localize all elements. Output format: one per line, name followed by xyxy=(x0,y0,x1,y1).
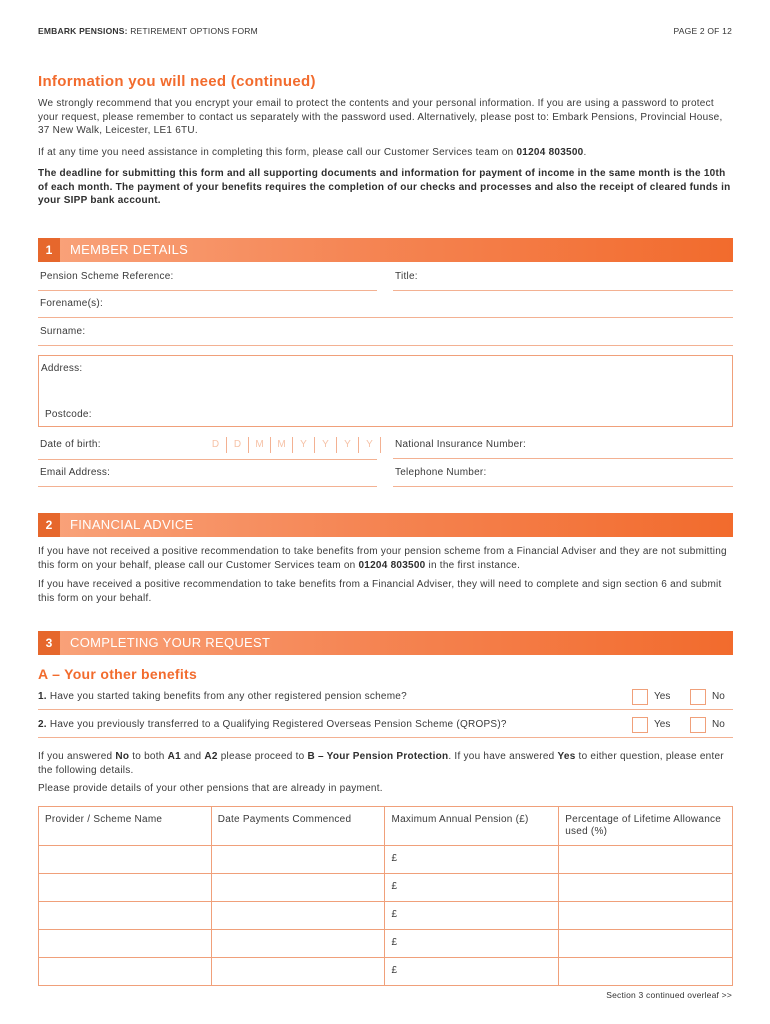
instr-no: No xyxy=(115,751,130,762)
table-row xyxy=(39,846,733,874)
brand-name: EMBARK PENSIONS: xyxy=(38,26,128,36)
percentage-cell[interactable] xyxy=(559,902,733,930)
pound-sign: £ xyxy=(391,909,398,920)
dob-month-box[interactable]: M xyxy=(271,437,293,453)
field-label: Telephone Number: xyxy=(395,467,487,478)
dob-day-box[interactable]: D xyxy=(205,437,227,453)
advice-text: If you have not received a positive recommendation to take benefits from your pension scheme from a Financial Adviser and they are not submitting this form on your behalf, please call our Customer Services team on xyxy=(38,546,727,571)
table-row xyxy=(39,874,733,902)
dob-year-box[interactable]: Y xyxy=(293,437,315,453)
assistance-text: If at any time you need assistance in completing this form, please call our Customer Services team on xyxy=(38,147,517,158)
dob-year-box[interactable]: Y xyxy=(337,437,359,453)
percentage-cell[interactable] xyxy=(559,930,733,958)
date-cell[interactable] xyxy=(211,874,385,902)
q1-yes-checkbox[interactable] xyxy=(632,689,648,705)
section-number: 3 xyxy=(38,631,60,655)
question-number: 2. xyxy=(38,719,47,730)
question-text: Have you previously transferred to a Qualifying Registered Overseas Pension Scheme (QROPS)? xyxy=(46,719,507,730)
instr-text: . If you have answered xyxy=(448,751,558,762)
pound-sign: £ xyxy=(391,937,398,948)
field-label: Title: xyxy=(395,271,418,282)
telephone-field[interactable] xyxy=(393,461,733,487)
section-1-header xyxy=(38,238,733,262)
page-number: PAGE 2 OF 12 xyxy=(673,26,732,36)
col-provider: Provider / Scheme Name xyxy=(39,807,212,846)
assistance-end: . xyxy=(583,147,587,158)
instr-a1: A1 xyxy=(167,751,181,762)
forenames-field[interactable] xyxy=(38,292,733,318)
instr-a2: A2 xyxy=(204,751,218,762)
section-number: 2 xyxy=(38,513,60,537)
instr-yes: Yes xyxy=(557,751,576,762)
form-name: RETIREMENT OPTIONS FORM xyxy=(130,26,258,36)
col-max-annual-pension: Maximum Annual Pension (£) xyxy=(385,807,559,846)
field-label: Pension Scheme Reference: xyxy=(40,271,174,282)
yes-label: Yes xyxy=(654,719,671,730)
intro-paragraph-encryption: We strongly recommend that you encrypt your email to protect the contents and your personal information. If you are using a password to protect your request, please remember to contact us separately with the password used. Alternatively, please post to: Embark Pensions, Provincial House, 37 New Walk, Leicester, LE1 6TU. xyxy=(38,98,723,136)
dob-boxes[interactable] xyxy=(205,437,381,453)
provider-cell[interactable] xyxy=(39,902,212,930)
section-title: COMPLETING YOUR REQUEST xyxy=(70,635,271,650)
dob-month-box[interactable]: M xyxy=(249,437,271,453)
provider-cell[interactable] xyxy=(39,874,212,902)
pension-cell[interactable] xyxy=(385,846,559,874)
date-cell[interactable] xyxy=(211,846,385,874)
pound-sign: £ xyxy=(391,965,398,976)
table-header-row xyxy=(39,807,733,846)
phone-number: 01204 803500 xyxy=(358,559,426,571)
dob-year-box[interactable]: Y xyxy=(359,437,381,453)
dob-underline xyxy=(38,459,377,460)
email-field[interactable] xyxy=(38,461,377,487)
page-header xyxy=(38,26,732,40)
yes-label: Yes xyxy=(654,691,671,702)
instr-text: If you answered xyxy=(38,751,116,762)
advice-end: in the first instance. xyxy=(425,559,521,571)
table-row xyxy=(39,902,733,930)
field-label: Forename(s): xyxy=(40,298,104,309)
question-a2 xyxy=(38,716,733,738)
q2-no-checkbox[interactable] xyxy=(690,717,706,733)
percentage-cell[interactable] xyxy=(559,958,733,986)
instr-text: to both xyxy=(129,751,168,762)
table-row xyxy=(39,930,733,958)
percentage-cell[interactable] xyxy=(559,874,733,902)
postcode-label: Postcode: xyxy=(45,409,92,420)
q2-yes-checkbox[interactable] xyxy=(632,717,648,733)
continued-overleaf: Section 3 continued overleaf >> xyxy=(606,990,732,1000)
intro-paragraph-assistance xyxy=(38,146,732,160)
address-label: Address: xyxy=(41,363,83,374)
section-3-header xyxy=(38,631,733,655)
field-label: National Insurance Number: xyxy=(395,439,527,450)
question-a1 xyxy=(38,688,733,710)
col-lifetime-allowance: Percentage of Lifetime Allowance used (%) xyxy=(559,807,733,846)
instr-section-b: B – Your Pension Protection xyxy=(307,751,449,762)
section-2-header xyxy=(38,513,733,537)
section-title: FINANCIAL ADVICE xyxy=(70,517,194,532)
date-cell[interactable] xyxy=(211,902,385,930)
pension-cell[interactable] xyxy=(385,930,559,958)
advice-paragraph-no-recommendation xyxy=(38,545,732,572)
dob-year-box[interactable]: Y xyxy=(315,437,337,453)
instr-text: to either question, please enter the following details. xyxy=(38,751,724,776)
dob-day-box[interactable]: D xyxy=(227,437,249,453)
pound-sign: £ xyxy=(391,881,398,892)
section-number: 1 xyxy=(38,238,60,262)
surname-field[interactable] xyxy=(38,320,733,346)
date-cell[interactable] xyxy=(211,958,385,986)
field-label: Date of birth: xyxy=(40,439,101,450)
pound-sign: £ xyxy=(391,853,398,864)
advice-paragraph-recommendation: If you have received a positive recommendation to take benefits from a Financial Adviser, they will need to complete and sign section 6 and submit this form on your behalf. xyxy=(38,579,722,604)
other-pensions-table xyxy=(38,806,733,986)
national-insurance-field[interactable] xyxy=(393,433,733,459)
provide-details-text: Please provide details of your other pensions that are already in payment. xyxy=(38,783,383,794)
table-row xyxy=(39,958,733,986)
percentage-cell[interactable] xyxy=(559,846,733,874)
pension-cell[interactable] xyxy=(385,958,559,986)
instr-text: please proceed to xyxy=(217,751,308,762)
question-number: 1. xyxy=(38,691,47,702)
no-label: No xyxy=(712,719,725,730)
intro-paragraph-deadline: The deadline for submitting this form and all supporting documents and information for payment of income in the same month is the 10th of each month. The payment of your benefits requires the completion of our checks and processes and also the receipt of cleared funds in your SIPP bank account. xyxy=(38,168,731,206)
provider-cell[interactable] xyxy=(39,846,212,874)
other-benefits-heading: A – Your other benefits xyxy=(38,666,198,682)
phone-number: 01204 803500 xyxy=(516,147,584,158)
pension-scheme-reference-field[interactable] xyxy=(38,265,377,291)
q1-no-checkbox[interactable] xyxy=(690,689,706,705)
provider-cell[interactable] xyxy=(39,958,212,986)
col-date-commenced: Date Payments Commenced xyxy=(211,807,385,846)
no-label: No xyxy=(712,691,725,702)
instructions-paragraph xyxy=(38,750,732,777)
section-title: MEMBER DETAILS xyxy=(70,242,189,257)
field-label: Surname: xyxy=(40,326,86,337)
field-label: Email Address: xyxy=(40,467,111,478)
question-text: Have you started taking benefits from any other registered pension scheme? xyxy=(46,691,407,702)
instr-text: and xyxy=(180,751,205,762)
pension-cell[interactable] xyxy=(385,902,559,930)
address-field[interactable] xyxy=(38,355,733,427)
title-field[interactable] xyxy=(393,265,733,291)
date-cell[interactable] xyxy=(211,930,385,958)
provider-cell[interactable] xyxy=(39,930,212,958)
intro-title: Information you will need (continued) xyxy=(38,73,316,90)
pension-cell[interactable] xyxy=(385,874,559,902)
